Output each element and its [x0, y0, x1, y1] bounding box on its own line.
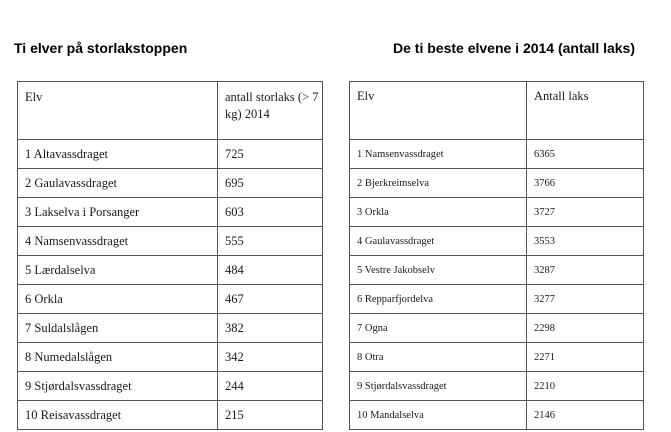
table-row — [350, 285, 644, 314]
table-row — [18, 140, 323, 169]
river-name-cell: 7 Ogna — [350, 314, 527, 343]
left-table-title: Ti elver på storlakstoppen — [14, 40, 188, 56]
count-cell: 467 — [218, 285, 323, 314]
count-cell: 2210 — [527, 372, 644, 401]
count-cell: 725 — [218, 140, 323, 169]
count-cell: 2298 — [527, 314, 644, 343]
river-name-cell: 5 Lærdalselva — [18, 256, 218, 285]
table-row — [350, 256, 644, 285]
river-name-cell: 8 Numedalslågen — [18, 343, 218, 372]
header-river: Elv — [18, 82, 218, 140]
river-name-cell: 3 Lakselva i Porsanger — [18, 198, 218, 227]
table-row — [350, 227, 644, 256]
count-cell: 3727 — [527, 198, 644, 227]
count-cell: 3553 — [527, 227, 644, 256]
table-row — [18, 372, 323, 401]
river-name-cell: 6 Repparfjordelva — [350, 285, 527, 314]
count-cell: 215 — [218, 401, 323, 430]
river-name-cell: 1 Altavassdraget — [18, 140, 218, 169]
table-row — [18, 285, 323, 314]
right-table-title: De ti beste elvene i 2014 (antall laks) — [393, 40, 636, 56]
count-cell: 382 — [218, 314, 323, 343]
table-row — [350, 198, 644, 227]
count-cell: 3277 — [527, 285, 644, 314]
table-row — [18, 401, 323, 430]
river-name-cell: 3 Orkla — [350, 198, 527, 227]
table-row — [350, 372, 644, 401]
count-cell: 6365 — [527, 140, 644, 169]
table-row — [18, 314, 323, 343]
count-cell: 3287 — [527, 256, 644, 285]
table-row — [18, 198, 323, 227]
river-name-cell: 2 Gaulavassdraget — [18, 169, 218, 198]
table-row — [18, 227, 323, 256]
river-name-cell: 9 Stjørdalsvassdraget — [18, 372, 218, 401]
count-cell: 342 — [218, 343, 323, 372]
table-row — [18, 169, 323, 198]
river-name-cell: 6 Orkla — [18, 285, 218, 314]
river-name-cell: 10 Reisavassdraget — [18, 401, 218, 430]
river-name-cell: 9 Stjørdalsvassdraget — [350, 372, 527, 401]
table-row — [18, 256, 323, 285]
river-name-cell: 2 Bjerkreimselva — [350, 169, 527, 198]
count-cell: 555 — [218, 227, 323, 256]
total-laks-table — [349, 81, 644, 430]
table-row — [350, 343, 644, 372]
table-header-row — [350, 82, 644, 140]
table-row — [350, 169, 644, 198]
count-cell: 244 — [218, 372, 323, 401]
count-cell: 695 — [218, 169, 323, 198]
table-row — [350, 140, 644, 169]
count-cell: 484 — [218, 256, 323, 285]
table-row — [350, 314, 644, 343]
header-count: Antall laks — [527, 82, 644, 140]
count-cell: 2271 — [527, 343, 644, 372]
river-name-cell: 8 Otra — [350, 343, 527, 372]
table-row — [350, 401, 644, 430]
header-river: Elv — [350, 82, 527, 140]
table-header-row — [18, 82, 323, 140]
river-name-cell: 7 Suldalslågen — [18, 314, 218, 343]
storlaks-table — [17, 81, 323, 430]
count-cell: 3766 — [527, 169, 644, 198]
count-cell: 2146 — [527, 401, 644, 430]
river-name-cell: 1 Namsenvassdraget — [350, 140, 527, 169]
river-name-cell: 10 Mandalselva — [350, 401, 527, 430]
table-row — [18, 343, 323, 372]
river-name-cell: 5 Vestre Jakobselv — [350, 256, 527, 285]
river-name-cell: 4 Namsenvassdraget — [18, 227, 218, 256]
count-cell: 603 — [218, 198, 323, 227]
header-count: antall storlaks (> 7 kg) 2014 — [218, 82, 323, 140]
river-name-cell: 4 Gaulavassdraget — [350, 227, 527, 256]
